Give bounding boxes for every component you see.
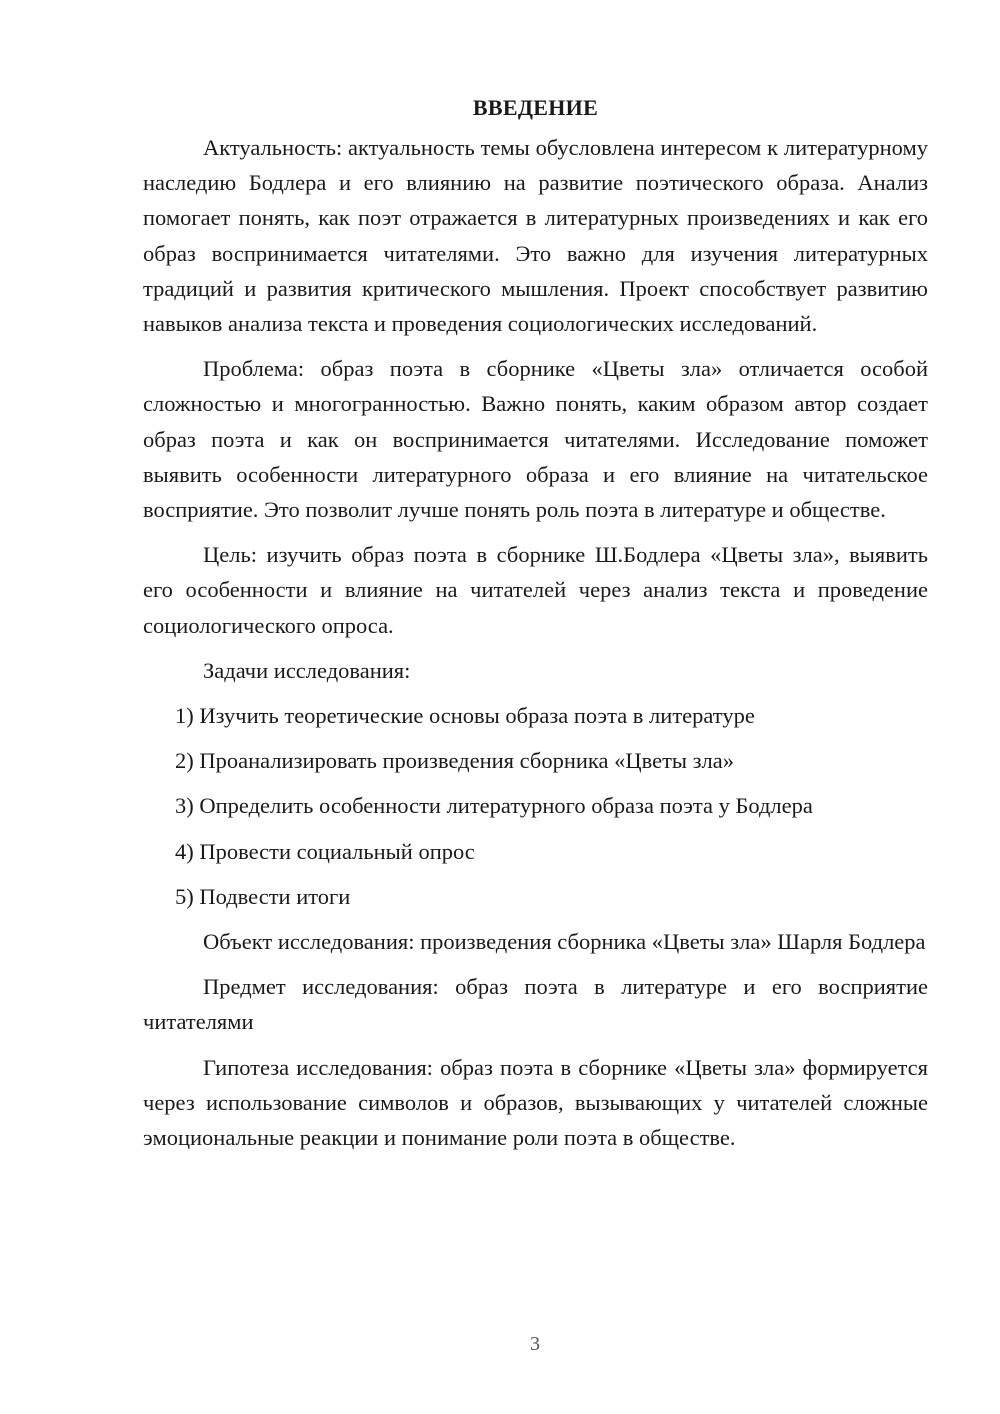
task-item: 1) Изучить теоретические основы образа поэта в литературе: [175, 703, 755, 729]
relevance-paragraph: Актуальность: актуальность темы обусловлена интересом к литературному наследию Бодлера и его влиянию на развитие поэтического образа. Анализ помогает понять, как поэт отражается в литературных произведениях и как его образ воспринимается читателями. Это важно для изучения литературных традиций и развития критического мышления. Проект способствует развитию навыков анализа текста и проведения социологических исследований.: [143, 135, 928, 337]
task-item: 4) Провести социальный опрос: [175, 838, 475, 864]
problem-paragraph: Проблема: образ поэта в сборнике «Цветы зла» отличается особой сложностью и многогранностью. Важно понять, каким образом автор создает образ поэта и как он воспринимается читателями. Исследование поможет выявить особенности литературного образа и его влияние на читательское восприятие. Это позволит лучше понять роль поэта в литературе и обществе.: [143, 356, 928, 523]
document-page: [143, 92, 928, 1165]
tasks-list: [143, 698, 928, 914]
goal-paragraph: Цель: изучить образ поэта в сборнике Ш.Бодлера «Цветы зла», выявить его особенности и влияние на читателей через анализ текста и проведение социологического опроса.: [143, 542, 928, 638]
task-item: 2) Проанализировать произведения сборника «Цветы зла»: [175, 748, 735, 774]
page-number: 3: [530, 1333, 540, 1355]
document-title: ВВЕДЕНИЕ: [472, 95, 599, 120]
tasks-heading: Задачи исследования:: [203, 657, 411, 683]
subject-paragraph: Предмет исследования: образ поэта в литературе и его восприятие читателями: [143, 974, 928, 1035]
task-item: 3) Определить особенности литературного образа поэта у Бодлера: [175, 793, 813, 819]
hypothesis-paragraph: Гипотеза исследования: образ поэта в сборнике «Цветы зла» формируется через использование символов и образов, вызывающих у читателей сложные эмоциональные реакции и понимание роли поэта в обществе.: [143, 1054, 928, 1151]
task-item: 5) Подвести итоги: [175, 883, 351, 909]
object-paragraph: Объект исследования: произведения сборника «Цветы зла» Шарля Бодлера: [203, 929, 926, 955]
